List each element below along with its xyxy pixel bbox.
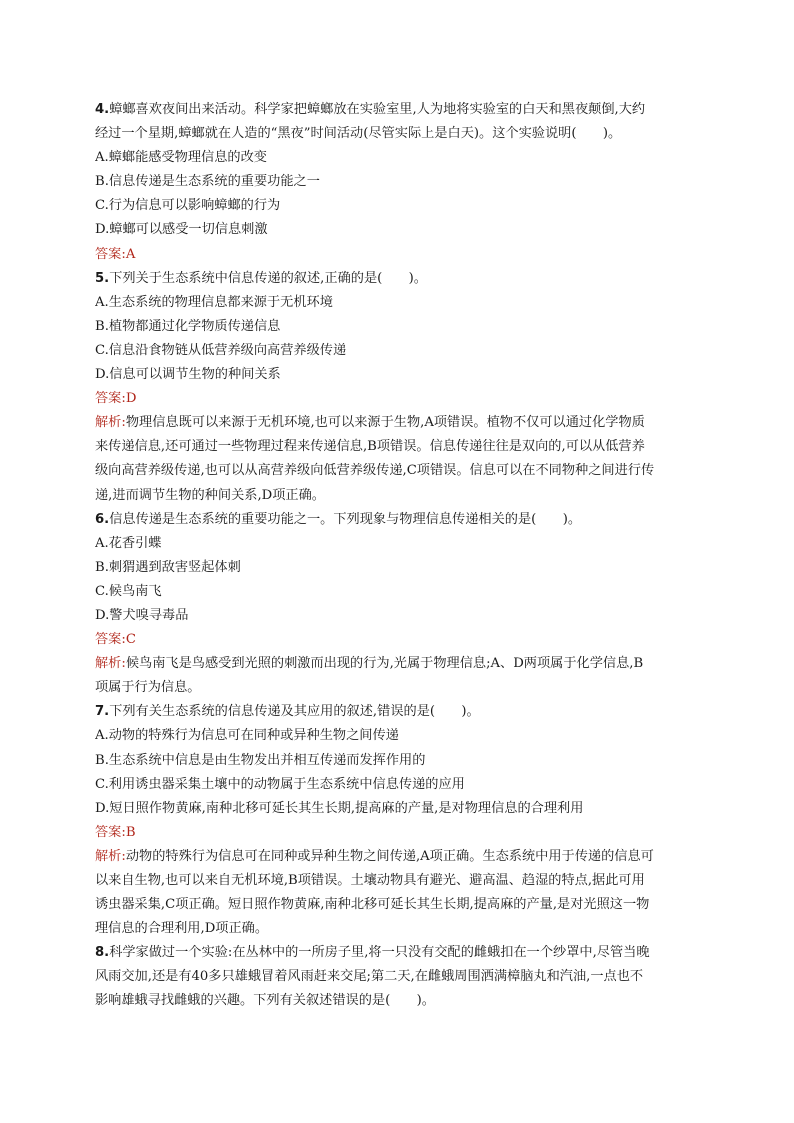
answer-label: 答案:	[95, 246, 126, 262]
stem-text: 下列关于生态系统中信息传递的叙述,正确的是( )。	[109, 270, 427, 286]
question-number: 7.	[95, 704, 110, 720]
analysis-line: 以来自生物,也可以来自无机环境,B项错误。土壤动物具有避光、避高温、趋湿的特点,据此可用	[95, 873, 645, 888]
question-stem-line	[95, 98, 700, 122]
option-d: D.信息可以调节生物的种间关系	[95, 367, 281, 383]
option-c: C.利用诱虫器采集土壤中的动物属于生态系统中信息传递的应用	[95, 776, 465, 792]
answer-label: 答案:	[95, 632, 126, 648]
answer-label: 答案:	[95, 824, 126, 840]
answer-value: B	[125, 824, 136, 840]
answer-line	[95, 243, 700, 267]
stem-text: 下列有关生态系统的信息传递及其应用的叙述,错误的是( )。	[109, 704, 480, 720]
analysis-label: 解析:	[95, 848, 126, 864]
option-a: A.动物的特殊行为信息可在同种或异种生物之间传递	[95, 728, 399, 744]
analysis-text: 候鸟南飞是鸟感受到光照的刺激而出现的行为,光属于物理信息;A、D两项属于化学信息,B	[125, 656, 644, 672]
option-c: C.行为信息可以影响蟑螂的行为	[95, 198, 281, 214]
stem-text: 信息传递是生态系统的重要功能之一。下列现象与物理信息传递相关的是( )。	[109, 511, 582, 527]
question-number: 5.	[95, 270, 110, 286]
analysis-line	[95, 652, 700, 676]
option-a: A.生态系统的物理信息都来源于无机环境	[95, 294, 333, 310]
option-d: D.短日照作物黄麻,南种北移可延长其生长期,提高麻的产量,是对物理信息的合理利用	[95, 800, 584, 816]
question-8	[95, 941, 700, 1013]
stem-text: 科学家做过一个实验:在丛林中的一所房子里,将一只没有交配的雌蛾扣在一个纱罩中,尽管当晚	[109, 945, 650, 961]
question-number: 8.	[95, 945, 110, 961]
analysis-text: 动物的特殊行为信息可在同种或异种生物之间传递,A项正确。生态系统中用于传递的信息可	[125, 848, 654, 864]
question-stem-line	[95, 508, 700, 532]
option-c: C.信息沿食物链从低营养级向高营养级传递	[95, 342, 347, 358]
option-b: B.生态系统中信息是由生物发出并相互传递而发挥作用的	[95, 752, 426, 768]
option-d: D.蟑螂可以感受一切信息刺激	[95, 222, 268, 238]
question-stem-line: 影响雄蛾寻找雌蛾的兴趣。下列有关叙述错误的是( )。	[95, 993, 435, 1009]
analysis-label: 解析:	[95, 415, 126, 431]
analysis-line: 项属于行为信息。	[95, 680, 201, 696]
question-stem-line: 风雨交加,还是有40多只雄蛾冒着风雨赶来交尾;第二天,在雌蛾周围洒满樟脑丸和汽油,一点也不	[95, 969, 644, 985]
stem-text: 蟑螂喜欢夜间出来活动。科学家把蟑螂放在实验室里,人为地将实验室的白天和黑夜颠倒,大约	[109, 102, 646, 117]
question-7	[95, 700, 700, 941]
option-c: C.候鸟南飞	[95, 583, 162, 599]
answer-label: 答案:	[95, 391, 126, 407]
analysis-line: 来传递信息,还可通过一些物理过程来传递信息,B项错误。信息传递往往是双向的,可以从低营养	[95, 439, 645, 455]
question-4	[95, 98, 700, 267]
analysis-line: 理信息的合理利用,D项正确。	[95, 921, 269, 937]
question-stem-line	[95, 941, 700, 965]
analysis-label: 解析:	[95, 656, 126, 672]
answer-line	[95, 821, 700, 845]
option-b: B.刺猬遇到敌害竖起体刺	[95, 559, 241, 575]
option-d: D.警犬嗅寻毒品	[95, 607, 189, 623]
analysis-text: 物理信息既可以来源于无机环境,也可以来源于生物,A项错误。植物不仅可以通过化学物质	[125, 415, 645, 431]
answer-value: A	[125, 246, 136, 262]
document-page	[95, 98, 700, 1014]
answer-line	[95, 628, 700, 652]
analysis-line: 递,进而调节生物的种间关系,D项正确。	[95, 487, 325, 503]
analysis-line	[95, 411, 700, 435]
answer-value: C	[125, 632, 136, 648]
question-number: 4.	[95, 102, 110, 117]
analysis-line: 级向高营养级传递,也可以从高营养级向低营养级传递,C项错误。信息可以在不同物种之间进行传	[95, 463, 655, 479]
option-a: A.花香引蝶	[95, 535, 162, 551]
analysis-line	[95, 845, 700, 869]
question-number: 6.	[95, 511, 110, 527]
question-stem-line	[95, 700, 700, 724]
option-b: B.植物都通过化学物质传递信息	[95, 318, 281, 334]
option-b: B.信息传递是生态系统的重要功能之一	[95, 174, 320, 190]
answer-value: D	[125, 391, 137, 407]
question-stem-line: 经过一个星期,蟑螂就在人造的“黑夜”时间活动(尽管实际上是白天)。这个实验说明( )。	[95, 126, 622, 142]
answer-line	[95, 387, 700, 411]
option-a: A.蟑螂能感受物理信息的改变	[95, 150, 267, 166]
question-6	[95, 508, 700, 701]
question-5	[95, 267, 700, 508]
question-stem-line	[95, 267, 700, 291]
analysis-line: 诱虫器采集,C项正确。短日照作物黄麻,南种北移可延长其生长期,提高麻的产量,是对光照这一物	[95, 897, 650, 913]
